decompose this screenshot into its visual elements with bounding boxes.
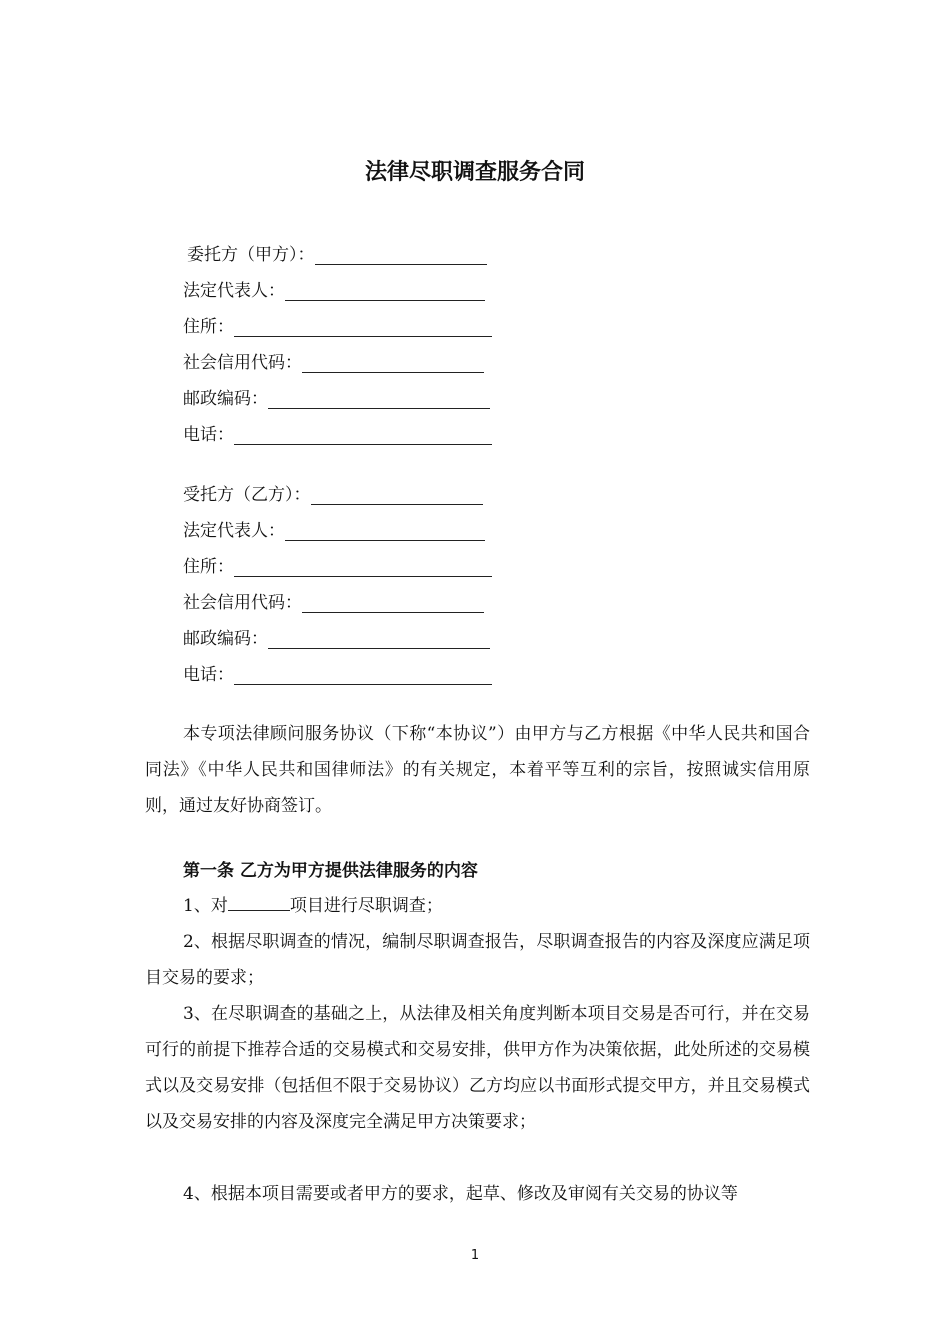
party-b-postcode-label: 邮政编码：: [183, 629, 268, 649]
party-a-phone-field: [183, 425, 492, 445]
party-b-credit-code-blank[interactable]: [302, 594, 484, 613]
party-a-entrust-blank[interactable]: [315, 246, 487, 265]
party-b-credit-code-field: [183, 593, 484, 613]
party-a-entrust-field: [187, 245, 487, 265]
party-b-credit-code-label: 社会信用代码：: [183, 593, 302, 613]
project-name-blank[interactable]: [228, 894, 290, 911]
party-a-credit-code-label: 社会信用代码：: [183, 353, 302, 373]
party-b-postcode-blank[interactable]: [268, 630, 490, 649]
item-1-suffix: 项目进行尽职调查；: [289, 896, 443, 916]
party-a-address-blank[interactable]: [234, 318, 492, 337]
party-b-entrust-blank[interactable]: [311, 486, 483, 505]
party-a-credit-code-field: [183, 353, 484, 373]
party-a-address-field: [183, 317, 492, 337]
party-a-rep-blank[interactable]: [285, 282, 485, 301]
party-b-rep-label: 法定代表人：: [183, 521, 285, 541]
party-a-postcode-label: 邮政编码：: [183, 389, 268, 409]
party-a-rep-field: [183, 281, 485, 301]
party-b-address-blank[interactable]: [234, 558, 492, 577]
party-b-postcode-field: [183, 629, 490, 649]
party-a-address-label: 住所：: [183, 317, 234, 337]
article-1-heading: 第一条 乙方为甲方提供法律服务的内容: [183, 861, 478, 881]
page-number: 1: [470, 1248, 480, 1263]
article-1-item-3: 3、在尽职调查的基础之上，从法律及相关角度判断本项目交易是否可行，并在交易可行的前提下推荐合适的交易模式和交易安排，供甲方作为决策依据，此处所述的交易模式以及交易安排（包括但不限于交易协议）乙方均应以书面形式提交甲方，并且交易模式以及交易安排的内容及深度完全满足甲方决策要求；: [145, 1004, 810, 1132]
party-a-phone-blank[interactable]: [234, 426, 492, 445]
party-a-phone-label: 电话：: [183, 425, 234, 445]
document-title: 法律尽职调查服务合同: [364, 160, 585, 185]
party-b-address-label: 住所：: [183, 557, 234, 577]
preamble-paragraph: 本专项法律顾问服务协议（下称“本协议”）由甲方与乙方根据《中华人民共和国合同法》《中华人民共和国律师法》的有关规定，本着平等互利的宗旨，按照诚实信用原则，通过友好协商签订。: [145, 724, 810, 816]
party-a-postcode-field: [183, 389, 490, 409]
party-b-rep-blank[interactable]: [285, 522, 485, 541]
party-b-address-field: [183, 557, 492, 577]
article-1-item-4: 4、根据本项目需要或者甲方的要求，起草、修改及审阅有关交易的协议等: [183, 1184, 738, 1204]
party-b-phone-field: [183, 665, 492, 685]
party-b-phone-blank[interactable]: [234, 666, 492, 685]
party-a-credit-code-blank[interactable]: [302, 354, 484, 373]
party-b-entrust-label: 受托方（乙方）：: [183, 485, 311, 505]
article-1-item-2: 2、根据尽职调查的情况，编制尽职调查报告，尽职调查报告的内容及深度应满足项目交易的要求；: [145, 932, 810, 988]
article-1-item-1: [145, 888, 810, 924]
party-a-postcode-blank[interactable]: [268, 390, 490, 409]
party-b-rep-field: [183, 521, 485, 541]
party-b-phone-label: 电话：: [183, 665, 234, 685]
item-1-prefix: 1、对: [183, 896, 228, 916]
party-a-rep-label: 法定代表人：: [183, 281, 285, 301]
party-a-entrust-label: 委托方（甲方）：: [187, 245, 315, 265]
party-b-entrust-field: [183, 485, 483, 505]
